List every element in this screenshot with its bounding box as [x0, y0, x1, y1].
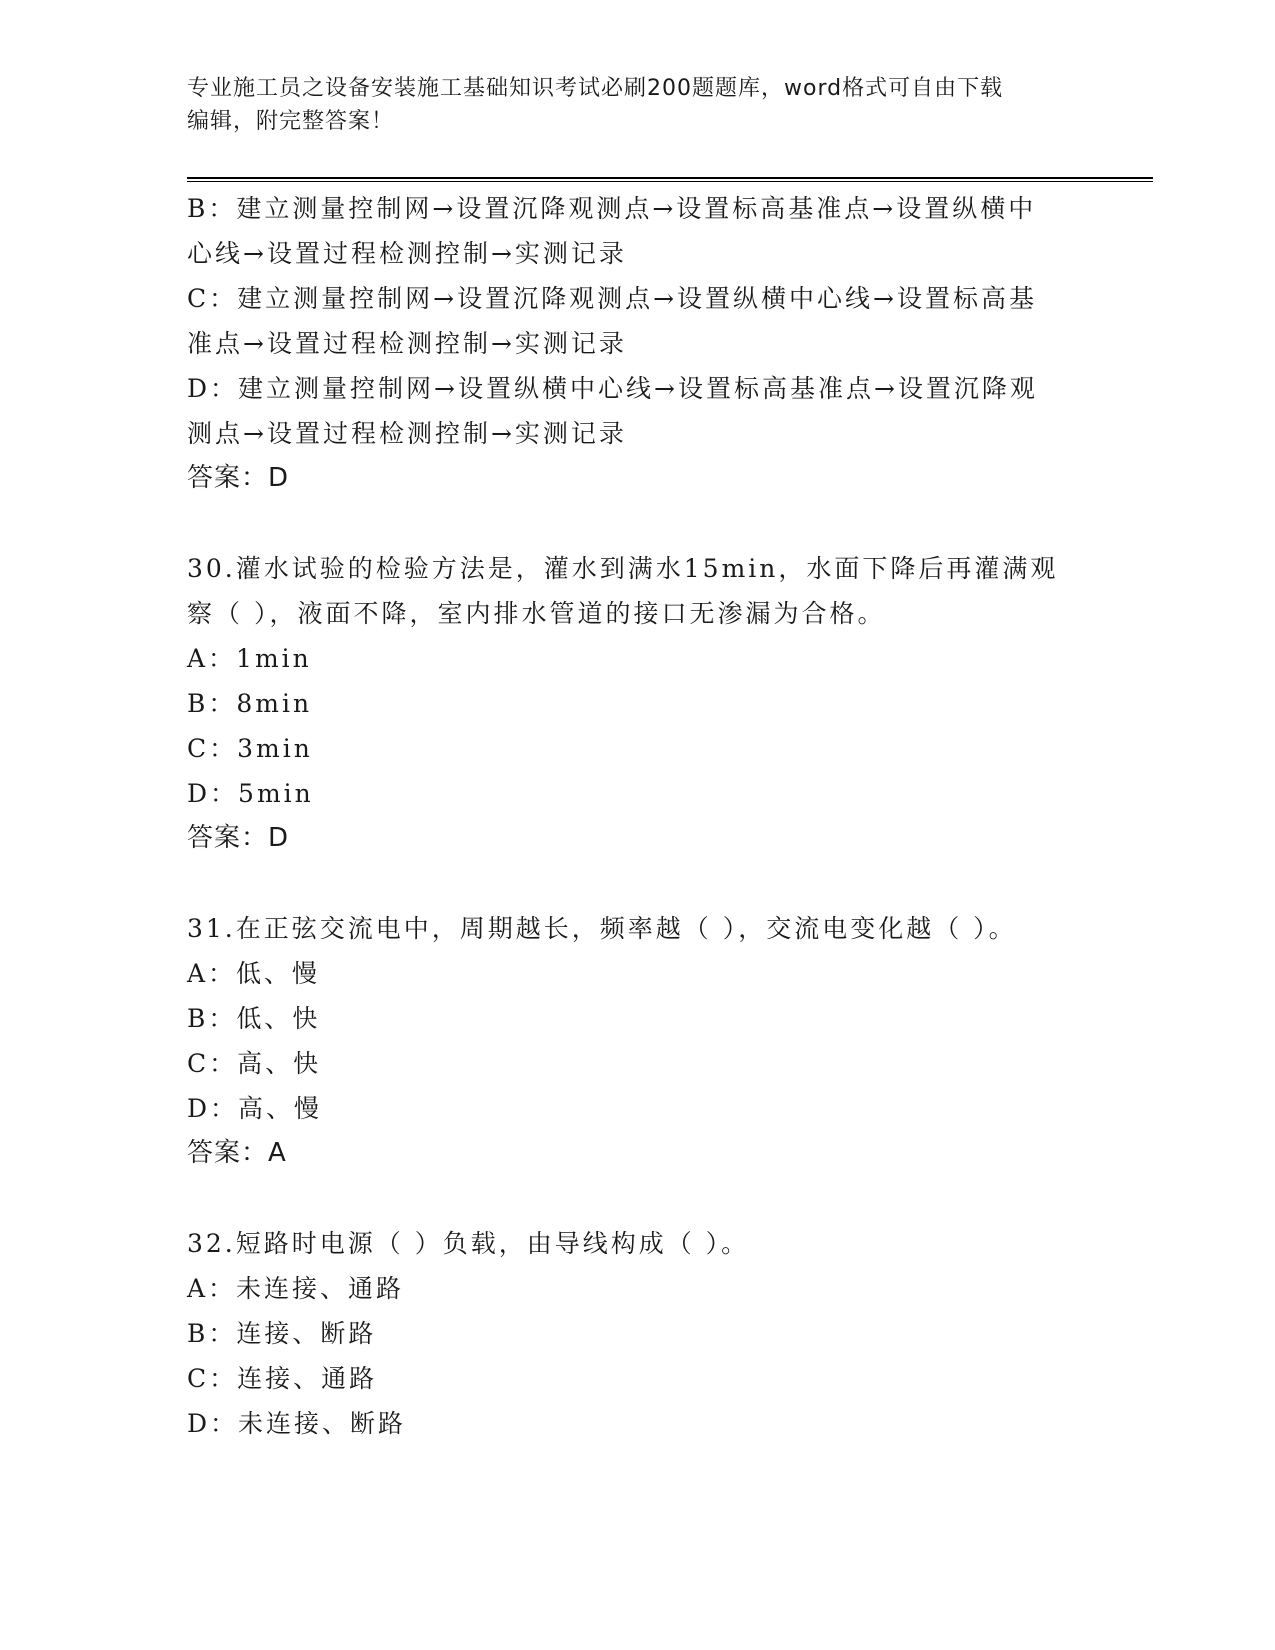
q29-option-d-line-2: 测点→设置过程检测控制→实测记录 — [187, 419, 627, 448]
q31-option-a: A：低、慢 — [187, 959, 321, 988]
q31-option-c: C：高、快 — [187, 1049, 322, 1078]
q31-option-b: B：低、快 — [187, 1004, 321, 1033]
q29-option-c-line-2: 准点→设置过程检测控制→实测记录 — [187, 329, 627, 358]
q32-option-b: B：连接、断路 — [187, 1319, 377, 1348]
header-divider-thick — [187, 177, 1153, 179]
q30-option-c: C：3min — [187, 734, 313, 763]
q31-answer: 答案：A — [187, 1138, 287, 1168]
q30-stem-line-2: 察（ ），液面不降，室内排水管道的接口无渗漏为合格。 — [187, 599, 886, 628]
q30-stem-line-1: 30.灌水试验的检验方法是，灌水到满水15min，水面下降后再灌满观 — [187, 554, 1059, 583]
q30-answer: 答案：D — [187, 823, 290, 853]
header-title-line-2: 编辑，附完整答案！ — [187, 109, 395, 134]
q30-option-d: D：5min — [187, 779, 314, 808]
q29-option-b-line-1: B：建立测量控制网→设置沉降观测点→设置标高基准点→设置纵横中 — [187, 194, 1037, 223]
q30-option-a: A：1min — [187, 644, 312, 673]
q31-stem: 31.在正弦交流电中，周期越长，频率越（ ），交流电变化越（ ）。 — [187, 914, 1017, 943]
q29-answer: 答案：D — [187, 463, 290, 493]
header-title-line-1: 专业施工员之设备安装施工基础知识考试必刷200题题库，word格式可自由下载 — [187, 76, 1004, 101]
q29-option-b-line-2: 心线→设置过程检测控制→实测记录 — [187, 239, 627, 268]
q32-option-d: D：未连接、断路 — [187, 1409, 407, 1438]
q31-option-d: D：高、慢 — [187, 1094, 323, 1123]
q29-option-d-line-1: D：建立测量控制网→设置纵横中心线→设置标高基准点→设置沉降观 — [187, 374, 1038, 403]
q32-stem: 32.短路时电源（ ）负载，由导线构成（ ）。 — [187, 1229, 750, 1258]
q32-option-c: C：连接、通路 — [187, 1364, 378, 1393]
q30-option-b: B：8min — [187, 689, 313, 718]
header-divider-thin — [187, 181, 1153, 182]
document-header — [187, 72, 1067, 138]
q32-option-a: A：未连接、通路 — [187, 1274, 405, 1303]
q29-option-c-line-1: C：建立测量控制网→设置沉降观测点→设置纵横中心线→设置标高基 — [187, 284, 1037, 313]
